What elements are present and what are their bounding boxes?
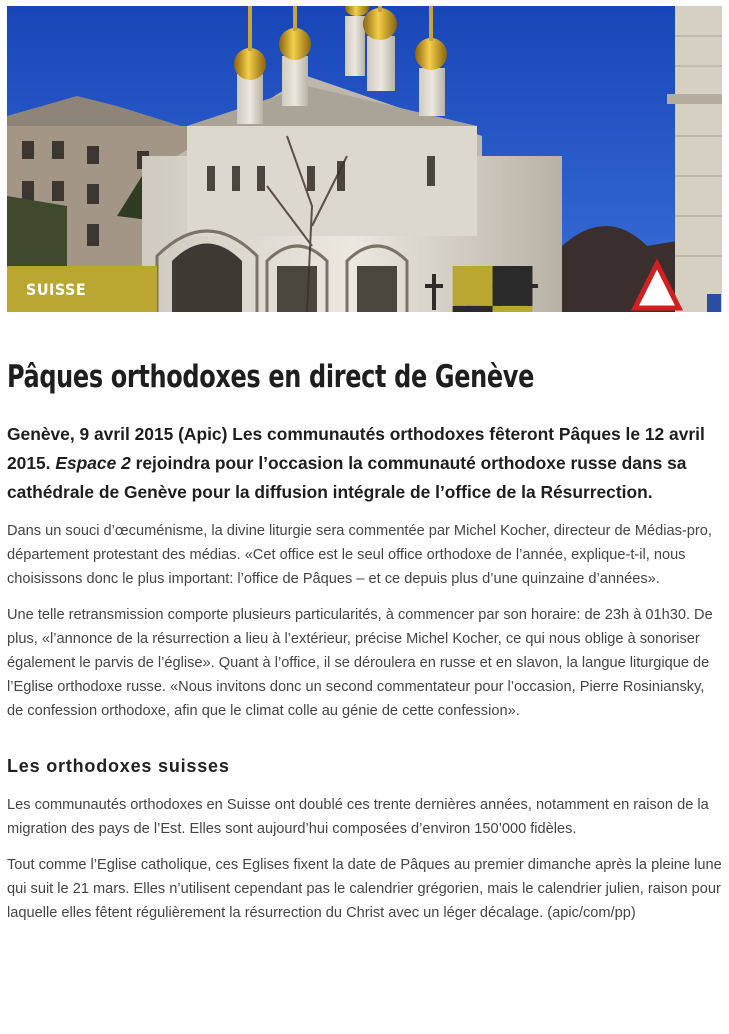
paragraph: Tout comme l’Eglise catholique, ces Eglises fixent la date de Pâques au premier dimanche après la pleine lune qui suit le 21 mars. Elles n’utilisent cependant pas le calendrier grégorien, mais le calendrier julien, raison pour laquelle elles fêtent régulièrement la résurrection du Christ avec un léger décalage. (apic/com/pp): [7, 857, 722, 921]
pixel-pattern-icon: [155, 266, 722, 312]
lead-emphasis: Espace 2: [55, 453, 131, 473]
category-label: SUISSE: [26, 279, 87, 299]
paragraph: Une telle retransmission comporte plusieurs particularités, à commencer par son horaire: de 23h à 01h30. De plus, «l’annonce de la résurrection a lieu à l’extérieur, précise Michel Kocher, ce qui nous oblige à sonoriser également le parvis de l’église». Quant à l’office, il se déroulera en russe et en slavon, la langue liturgique de l’Eglise orthodoxe russe. «Nous invitons donc un second commentateur pour l’occasion, Pierre Rosiniansky, de confession orthodoxe, afin que le climat colle au génie de cette confession».: [7, 607, 713, 719]
paragraph: Les communautés orthodoxes en Suisse ont doublé ces trente dernières années, notamment en raison de la migration des pays de l’Est. Elles sont aujourd’hui composées d’environ 150’000 fidèles.: [7, 797, 709, 837]
article-title: Pâques orthodoxes en direct de Genève: [7, 359, 535, 395]
lead-part-2: rejoindra pour l’occasion la communauté orthodoxe russe dans sa cathédrale de Genève pour la diffusion intégrale de l’office de la Résurrection.: [7, 453, 687, 502]
lead-part-1: Genève, 9 avril 2015 (Apic) Les communautés orthodoxes fêteront Pâques le 12 avril 2015.: [7, 424, 705, 473]
category-badge[interactable]: [7, 266, 157, 312]
paragraph: Dans un souci d’œcuménisme, la divine liturgie sera commentée par Michel Kocher, directeur de Médias-pro, département protestant des médias. «Cet office est le seul office orthodoxe de l’année, explique-t-il, nous choisissons donc le plus important: l’office de Pâques – et ce depuis plus d’une quinzaine d’années».: [7, 523, 712, 587]
article: [7, 356, 722, 925]
section-heading: Les orthodoxes suisses: [7, 756, 230, 776]
hero-image[interactable]: [7, 6, 722, 312]
article-lead: [7, 420, 722, 507]
